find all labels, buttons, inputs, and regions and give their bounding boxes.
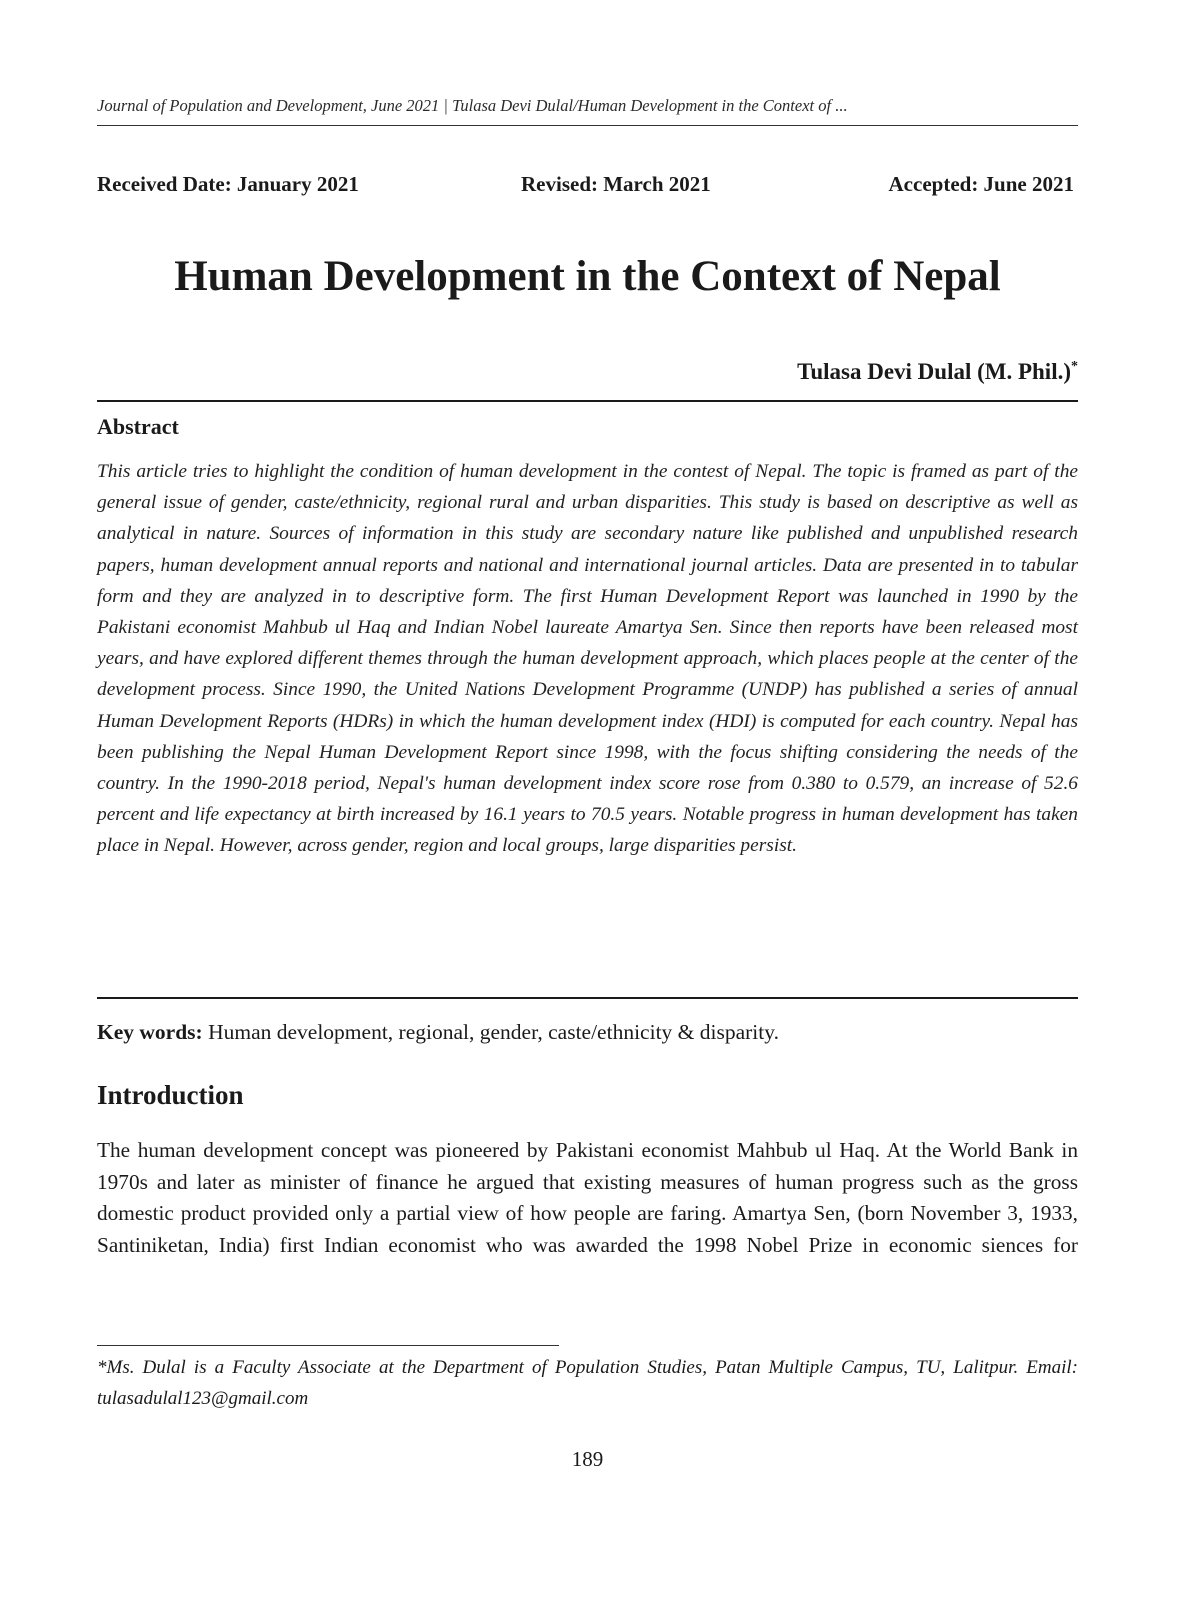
abstract-bottom-rule xyxy=(97,997,1078,999)
revised-date: Revised: March 2021 xyxy=(521,172,711,196)
page-number: 189 xyxy=(571,1447,604,1471)
abstract-heading: Abstract xyxy=(97,414,179,439)
journal-page xyxy=(97,0,1078,1599)
article-title: Human Development in the Context of Nepal xyxy=(174,253,1001,300)
accepted-date: Accepted: June 2021 xyxy=(888,172,1074,196)
author-footnote-marker: * xyxy=(1071,359,1078,374)
introduction-heading: Introduction xyxy=(97,1080,244,1110)
introduction-text: The human development concept was pioneered by Pakistani economist Mahbub ul Haq. At the World Bank in 1970s and later as minister of finance he argued that existing measures of human progress such as the gross domestic product provided only a partial view of how people are faring. Amartya Sen, (born November 3, 1933, Santiniketan, India) first Indian economist who was awarded the 1998 Nobel Prize in economic siences for xyxy=(97,1138,1078,1257)
running-header: Journal of Population and Development, June 2021 | Tulasa Devi Dulal/Human Development in the Context of ... xyxy=(97,96,848,115)
author-line xyxy=(797,359,1078,385)
footnote-divider xyxy=(97,1345,559,1346)
author-name: Tulasa Devi Dulal (M. Phil.) xyxy=(797,359,1071,384)
header-divider xyxy=(97,125,1078,126)
article-dates xyxy=(97,172,1078,202)
keywords xyxy=(97,1020,1078,1045)
keywords-label: Key words: xyxy=(97,1020,203,1044)
keywords-text: Human development, regional, gender, caste/ethnicity & disparity. xyxy=(202,1020,779,1044)
abstract-text: This article tries to highlight the condition of human development in the contest of Nepal. The topic is framed as part of the general issue of gender, caste/ethnicity, regional rural and urban disparities. This study is based on descriptive as well as analytical in nature. Sources of information in this study are secondary nature like published and unpublished research papers, human development annual reports and national and international journal articles. Data are presented in to tabular form and they are analyzed in to descriptive form. The first Human Development Report was launched in 1990 by the Pakistani economist Mahbub ul Haq and Indian Nobel laureate Amartya Sen. Since then reports have been released most years, and have explored different themes through the human development approach, which places people at the center of the development process. Since 1990, the United Nations Development Programme (UNDP) has published a series of annual Human Development Reports (HDRs) in which the human development index (HDI) is computed for each country. Nepal has been publishing the Nepal Human Development Report since 1998, with the focus shifting considering the needs of the country. In the 1990-2018 period, Nepal's human development index score rose from 0.380 to 0.579, an increase of 52.6 percent and life expectancy at birth increased by 16.1 years to 70.5 years. Notable progress in human development has taken place in Nepal. However, across gender, region and local groups, large disparities persist. xyxy=(97,461,1078,857)
received-date: Received Date: January 2021 xyxy=(97,172,359,196)
author-footnote: *Ms. Dulal is a Faculty Associate at the Department of Population Studies, Patan Multiple Campus, TU, Lalitpur. Email: tulasadulal123@gmail.com xyxy=(97,1357,1078,1409)
abstract-top-rule xyxy=(97,400,1078,402)
